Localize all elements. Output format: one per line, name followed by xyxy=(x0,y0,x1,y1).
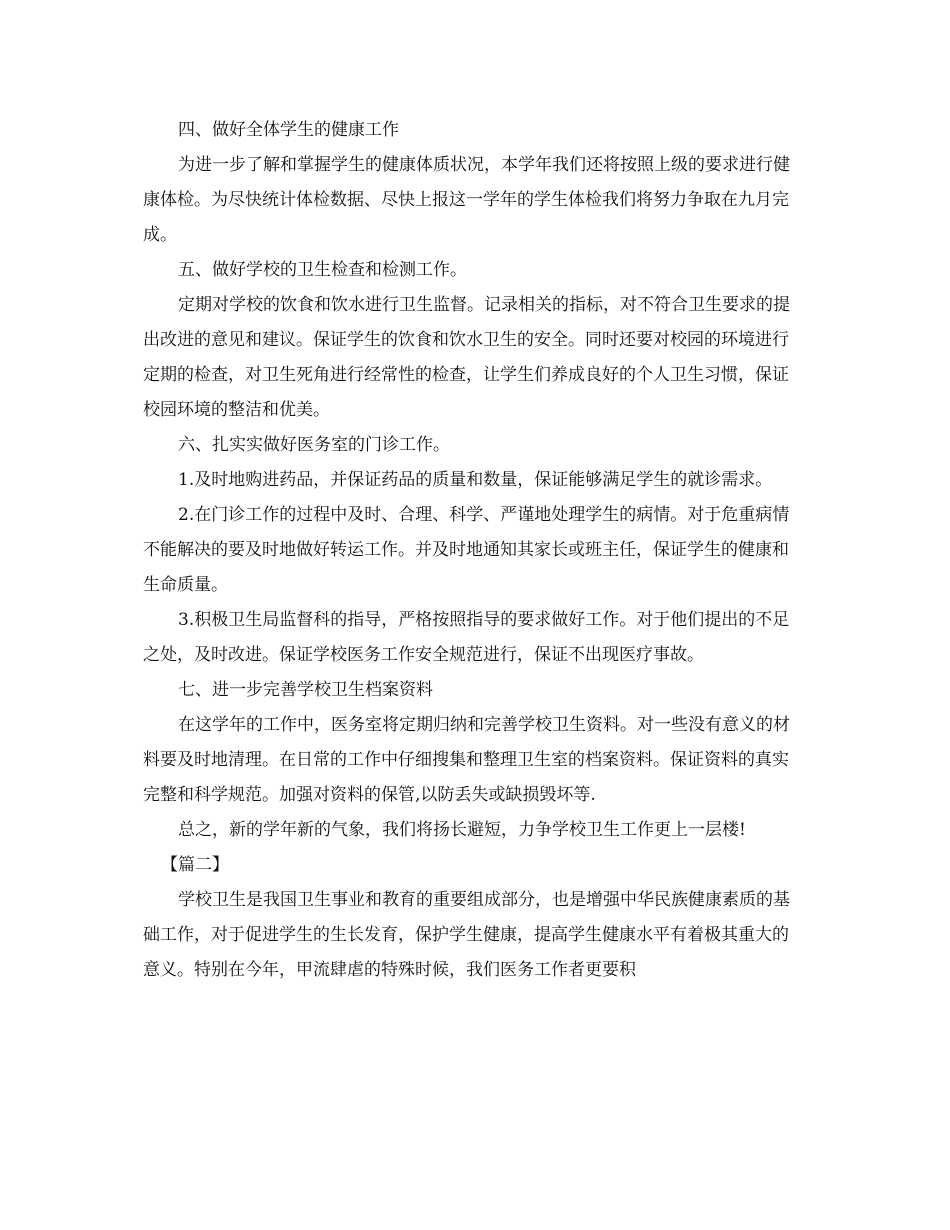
section-heading-5: 五、做好学校的卫生检查和检测工作。 xyxy=(178,260,467,280)
paragraph: 在这学年的工作中，医务室将定期归纳和完善学校卫生资料。对一些没有意义的材料要及时地清理。在日常的工作中仔细搜集和整理卫生室的档案资料。保证资料的真实完整和科学规范。加强对资料的保管,以防丢失或缺损毁坏等. xyxy=(143,715,790,805)
list-item-1: 1.及时地购进药品，并保证药品的质量和数量，保证能够满足学生的就诊需求。 xyxy=(178,470,773,490)
document-body xyxy=(143,113,803,988)
conclusion-paragraph: 总之，新的学年新的气象，我们将扬长避短，力争学校卫生工作更上一层楼! xyxy=(178,820,746,840)
list-item-2: 2.在门诊工作的过程中及时、合理、科学、严谨地处理学生的病情。对于危重病情不能解决的要及时地做好转运工作。并及时地通知其家长或班主任，保证学生的健康和生命质量。 xyxy=(143,505,790,595)
section-heading-7: 七、进一步完善学校卫生档案资料 xyxy=(178,680,433,700)
section-heading-4: 四、做好全体学生的健康工作 xyxy=(178,120,399,140)
section-heading-6: 六、扎实实做好医务室的门诊工作。 xyxy=(178,435,450,455)
paragraph: 定期对学校的饮食和饮水进行卫生监督。记录相关的指标，对不符合卫生要求的提出改进的意见和建议。保证学生的饮食和饮水卫生的安全。同时还要对校园的环境进行定期的检查，对卫生死角进行经常性的检查，让学生们养成良好的个人卫生习惯，保证校园环境的整洁和优美。 xyxy=(143,295,790,420)
part-two-heading: 【篇二】 xyxy=(161,855,229,875)
paragraph: 为进一步了解和掌握学生的健康体质状况，本学年我们还将按照上级的要求进行健康体检。为尽快统计体检数据、尽快上报这一学年的学生体检我们将努力争取在九月完成。 xyxy=(143,155,790,245)
paragraph: 学校卫生是我国卫生事业和教育的重要组成部分，也是增强中华民族健康素质的基础工作，对于促进学生的生长发育，保护学生健康，提高学生健康水平有着极其重大的意义。特别在今年，甲流肆虐的特殊时候，我们医务工作者更要积 xyxy=(143,890,790,980)
list-item-3: 3.积极卫生局监督科的指导，严格按照指导的要求做好工作。对于他们提出的不足之处，及时改进。保证学校医务工作安全规范进行，保证不出现医疗事故。 xyxy=(143,610,790,665)
